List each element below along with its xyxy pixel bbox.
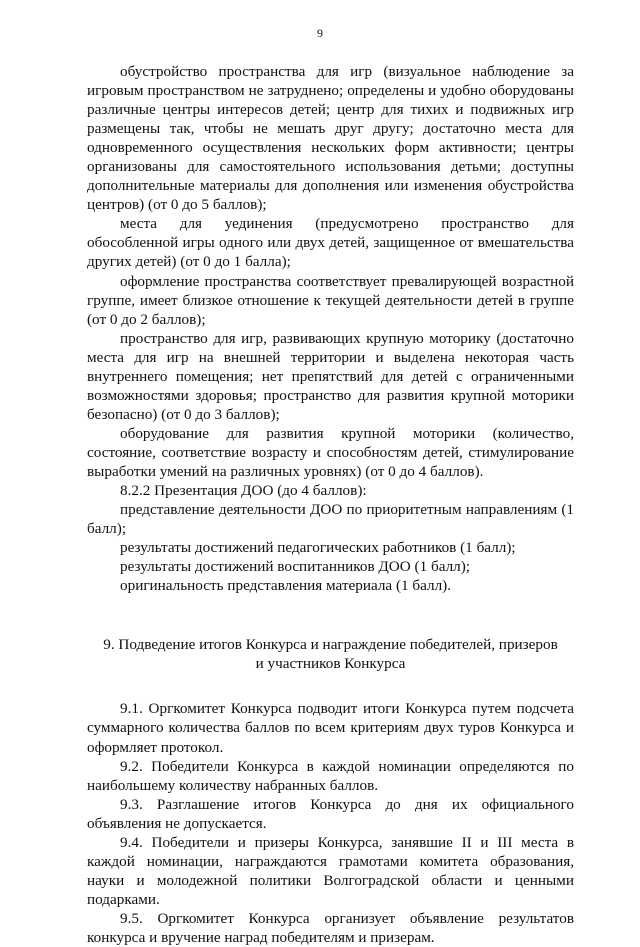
section-paragraph: 9.4. Победители и призеры Конкурса, занявшие II и III места в каждой номинации, награждаются грамотами комитета образования, науки и молодежной политики Волгоградской области и ценными подарками.	[87, 833, 574, 908]
criterion-paragraph: места для уединения (предусмотрено пространство для обособленной игры одного или двух детей, защищенное от вмешательства других детей) (от 0 до 1 балла);	[87, 215, 574, 271]
section-paragraph: 9.1. Оргкомитет Конкурса подводит итоги Конкурса путем подсчета суммарного количества баллов по всем критериям двух туров Конкурса и оформляет протокол.	[87, 700, 574, 756]
section-heading-line: 9. Подведение итогов Конкурса и награждение победителей, призеров	[103, 636, 558, 654]
section-heading-line: и участников Конкурса	[255, 655, 406, 673]
page-number: 9	[317, 26, 323, 40]
section-paragraph: 9.3. Разглашение итогов Конкурса до дня их официального объявления не допускается.	[87, 795, 574, 832]
criterion-paragraph: оформление пространства соответствует превалирующей возрастной группе, имеет близкое отношение к текущей деятельности детей в группе (от 0 до 2 баллов);	[87, 272, 574, 328]
criterion-paragraph: представление деятельности ДОО по приоритетным направлениям (1 балл);	[87, 501, 574, 538]
section-paragraph: 9.5. Оргкомитет Конкурса организует объявление результатов конкурса и вручение наград победителям и призерам.	[87, 909, 574, 946]
subsection-title: 8.2.2 Презентация ДОО (до 4 баллов):	[120, 482, 367, 500]
criterion-paragraph: результаты достижений педагогических работников (1 балл);	[120, 539, 516, 557]
criterion-paragraph: пространство для игр, развивающих крупную моторику (достаточно места для игр на внешней территории и выделена некоторая часть внутреннего помещения; нет препятствий для детей с ограниченными возможностями здоровья; пространство для развития крупной моторики безопасно) (от 0 до 3 баллов);	[87, 329, 574, 423]
document-body	[87, 62, 574, 947]
criterion-paragraph: обустройство пространства для игр (визуальное наблюдение за игровым пространством не затруднено; определены и удобно оборудованы различные центры интересов детей; центр для тихих и подвижных игр размещены так, чтобы не мешать друг другу; достаточно места для одновременного осуществления нескольких форм активности; центры организованы для самостоятельного использования детьми; доступны дополнительные материалы для дополнения или изменения обустройства центров) (от 0 до 5 баллов);	[87, 63, 574, 214]
criterion-paragraph: оборудование для развития крупной моторики (количество, состояние, соответствие возрасту и способностям детей, стимулирование выработки умений на различных уровнях) (от 0 до 4 баллов).	[87, 424, 574, 480]
section-heading	[87, 635, 574, 673]
criterion-paragraph: оригинальность представления материала (1 балл).	[120, 577, 452, 595]
criterion-paragraph: результаты достижений воспитанников ДОО (1 балл);	[120, 558, 471, 576]
section-paragraph: 9.2. Победители Конкурса в каждой номинации определяются по наибольшему количеству набранных баллов.	[87, 757, 574, 794]
